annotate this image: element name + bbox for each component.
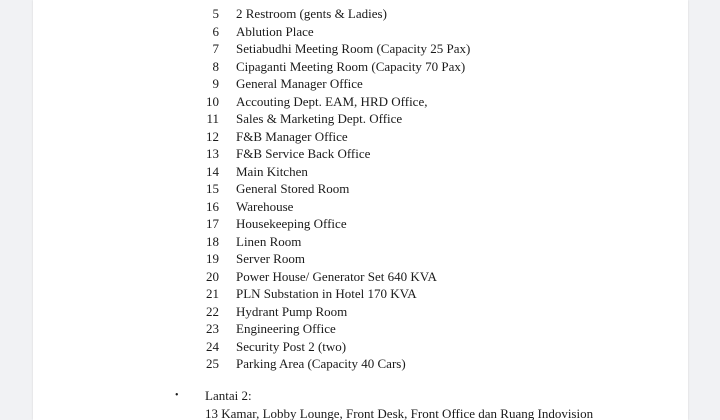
room-list-item xyxy=(33,110,633,128)
room-number: 25 xyxy=(206,356,219,371)
room-name: Power House/ Generator Set 640 KVA xyxy=(236,268,437,284)
room-list-item xyxy=(33,285,633,303)
room-number: 8 xyxy=(212,58,219,74)
room-number: 18 xyxy=(206,233,219,249)
room-number: 5 xyxy=(212,6,219,21)
room-number: 11 xyxy=(206,111,219,126)
room-list-item xyxy=(33,268,633,286)
room-list-item xyxy=(33,250,633,268)
room-number: 14 xyxy=(206,163,219,179)
room-name: F&B Manager Office xyxy=(236,128,348,144)
room-list-item xyxy=(33,215,633,233)
room-list-item xyxy=(33,5,633,23)
room-list-item xyxy=(33,338,633,356)
room-number: 16 xyxy=(206,198,219,214)
room-name: Accouting Dept. EAM, HRD Office, xyxy=(236,93,428,109)
room-name: F&B Service Back Office xyxy=(236,146,371,161)
room-number: 7 xyxy=(212,41,219,56)
room-name: PLN Substation in Hotel 170 KVA xyxy=(236,286,417,301)
room-number: 22 xyxy=(206,303,219,319)
room-number: 20 xyxy=(206,268,219,284)
room-list-item xyxy=(33,163,633,181)
room-list-item xyxy=(33,93,633,111)
room-list-item xyxy=(33,320,633,338)
room-name: Ablution Place xyxy=(236,23,314,39)
room-name: Linen Room xyxy=(236,233,302,249)
room-name: Server Room xyxy=(236,251,305,266)
room-name: Housekeeping Office xyxy=(236,216,347,231)
room-list-item xyxy=(33,58,633,76)
room-name: Parking Area (Capacity 40 Cars) xyxy=(236,356,406,371)
room-number: 6 xyxy=(212,23,219,39)
room-list-item xyxy=(33,198,633,216)
room-name: Warehouse xyxy=(236,198,294,214)
room-name: Hydrant Pump Room xyxy=(236,303,348,319)
room-number: 17 xyxy=(206,216,219,231)
room-name: General Manager Office xyxy=(236,76,363,91)
room-number: 9 xyxy=(212,76,219,91)
room-name: Main Kitchen xyxy=(236,163,308,179)
room-name: Cipaganti Meeting Room (Capacity 70 Pax) xyxy=(236,58,466,74)
room-number: 24 xyxy=(206,338,219,354)
room-list-item xyxy=(33,145,633,163)
floor-2-label: Lantai 2: xyxy=(205,388,252,403)
room-list-item xyxy=(33,40,633,58)
room-name: Setiabudhi Meeting Room (Capacity 25 Pax) xyxy=(236,41,471,56)
room-name: 2 Restroom (gents & Ladies) xyxy=(236,6,387,21)
room-number: 13 xyxy=(206,146,219,161)
bullet-dot-icon: • xyxy=(175,390,179,401)
room-name: Engineering Office xyxy=(236,321,336,336)
room-list-item xyxy=(33,128,633,146)
room-name: Security Post 2 (two) xyxy=(236,338,347,354)
room-list-item xyxy=(33,233,633,251)
room-number: 19 xyxy=(206,251,219,266)
room-list xyxy=(33,5,633,373)
room-number: 21 xyxy=(206,286,219,301)
room-list-item xyxy=(33,303,633,321)
room-list-item xyxy=(33,180,633,198)
room-number: 12 xyxy=(206,128,219,144)
room-name: General Stored Room xyxy=(236,181,350,196)
room-number: 10 xyxy=(206,93,219,109)
room-list-item xyxy=(33,75,633,93)
room-number: 23 xyxy=(206,321,219,336)
floor-2-description: 13 Kamar, Lobby Lounge, Front Desk, Front Office dan Ruang Indovision xyxy=(205,406,594,420)
document-page xyxy=(33,0,688,420)
room-list-item xyxy=(33,23,633,41)
room-number: 15 xyxy=(206,181,219,196)
room-name: Sales & Marketing Dept. Office xyxy=(236,111,403,126)
floor-2-bullet-item xyxy=(33,387,673,405)
room-list-item xyxy=(33,355,633,373)
